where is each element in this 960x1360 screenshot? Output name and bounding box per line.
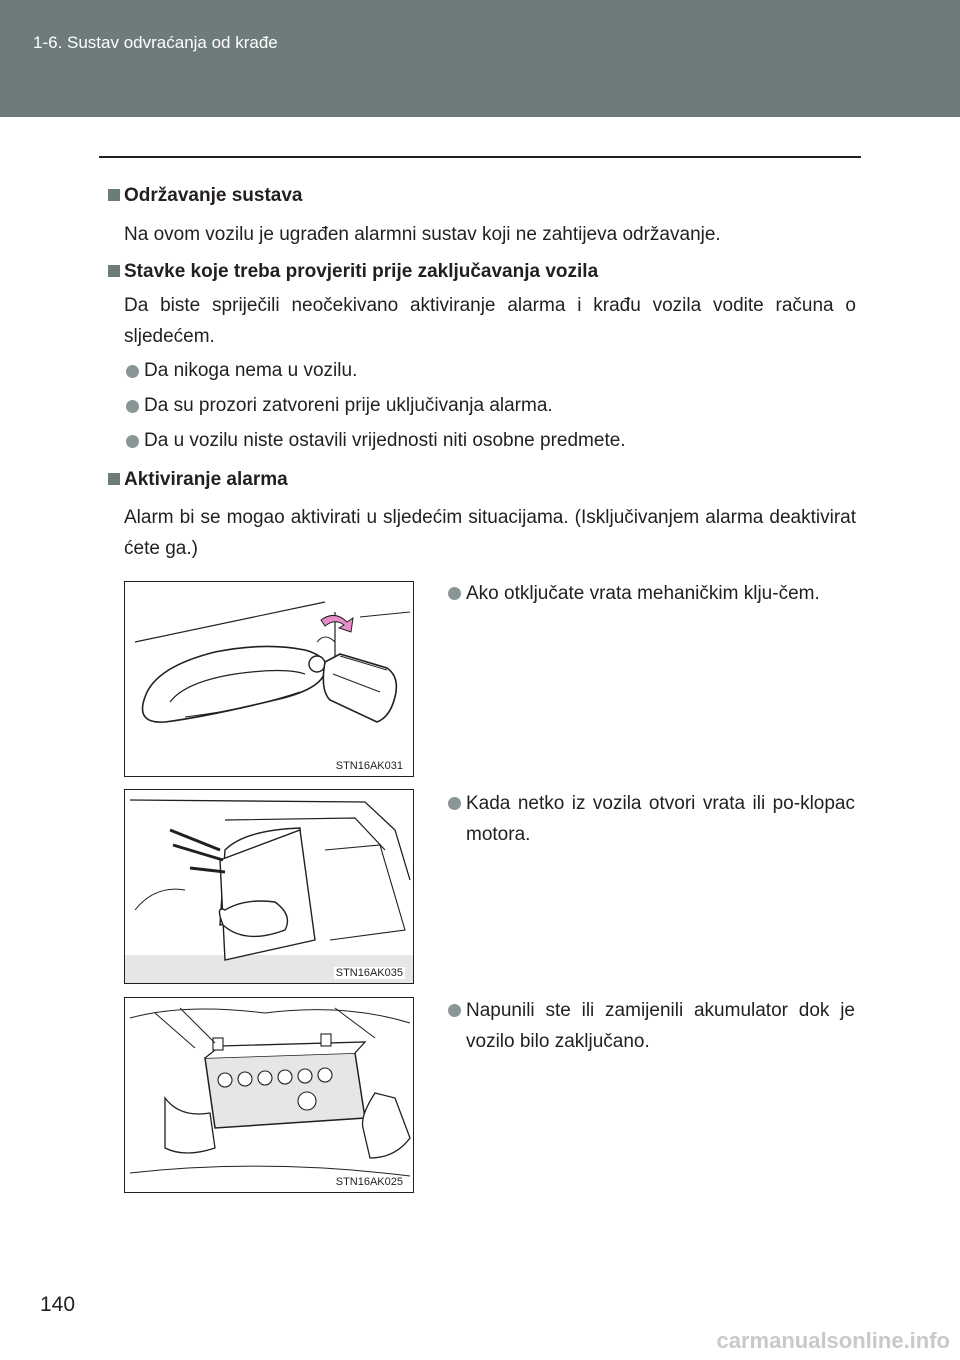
battery-illustration: [125, 998, 413, 1192]
open-door-illustration: [125, 790, 413, 983]
page-header: [0, 0, 960, 117]
figure-open-door: [124, 789, 414, 984]
watermark: carmanualsonline.info: [716, 1328, 950, 1353]
bullet-item: Da nikoga nema u vozilu.: [144, 360, 358, 381]
door-key-illustration: [125, 582, 413, 776]
heading-square-icon: [108, 265, 120, 277]
page-number: 140: [40, 1293, 76, 1316]
bullet-dot-icon: [126, 435, 139, 448]
heading-square-icon: [108, 473, 120, 485]
bullet-dot-icon: [448, 797, 461, 810]
heading-aktiviranje: Aktiviranje alarma: [124, 469, 288, 490]
paragraph-stavke: Da biste spriječili neočekivano aktiviranje alarma i krađu vozila vodite računa o sljedećem.: [124, 295, 856, 347]
header-rule: [99, 156, 861, 158]
figure-code: STN16AK035: [335, 967, 403, 979]
figure-caption: Napunili ste ili zamijenili akumulator dok je vozilo bilo zaključano.: [466, 1000, 855, 1052]
heading-square-icon: [108, 189, 120, 201]
bullet-dot-icon: [448, 1004, 461, 1017]
section-title: 1-6. Sustav odvraćanja od krađe: [33, 33, 278, 52]
heading-odrzavanje: Održavanje sustava: [124, 185, 303, 206]
figure-caption: Ako otključate vrata mehaničkim klju-čem.: [466, 583, 820, 604]
bullet-dot-icon: [126, 365, 139, 378]
bullet-dot-icon: [126, 400, 139, 413]
paragraph-odrzavanje: Na ovom vozilu je ugrađen alarmni sustav koji ne zahtijeva održavanje.: [124, 224, 721, 245]
figure-caption: Kada netko iz vozila otvori vrata ili po-klopac motora.: [466, 793, 855, 845]
figure-door-key: [124, 581, 414, 777]
figure-code: STN16AK031: [335, 760, 403, 772]
heading-stavke: Stavke koje treba provjeriti prije zaključavanja vozila: [124, 261, 599, 282]
figure-code: STN16AK025: [335, 1176, 403, 1188]
bullet-item: Da u vozilu niste ostavili vrijednosti niti osobne predmete.: [144, 430, 626, 451]
bullet-item: Da su prozori zatvoreni prije uključivanja alarma.: [144, 395, 553, 416]
paragraph-aktiviranje: Alarm bi se mogao aktivirati u sljedećim situacijama. (Isključivanjem alarma deaktivirat ćete ga.): [124, 507, 856, 559]
bullet-dot-icon: [448, 587, 461, 600]
figure-battery: [124, 997, 414, 1193]
